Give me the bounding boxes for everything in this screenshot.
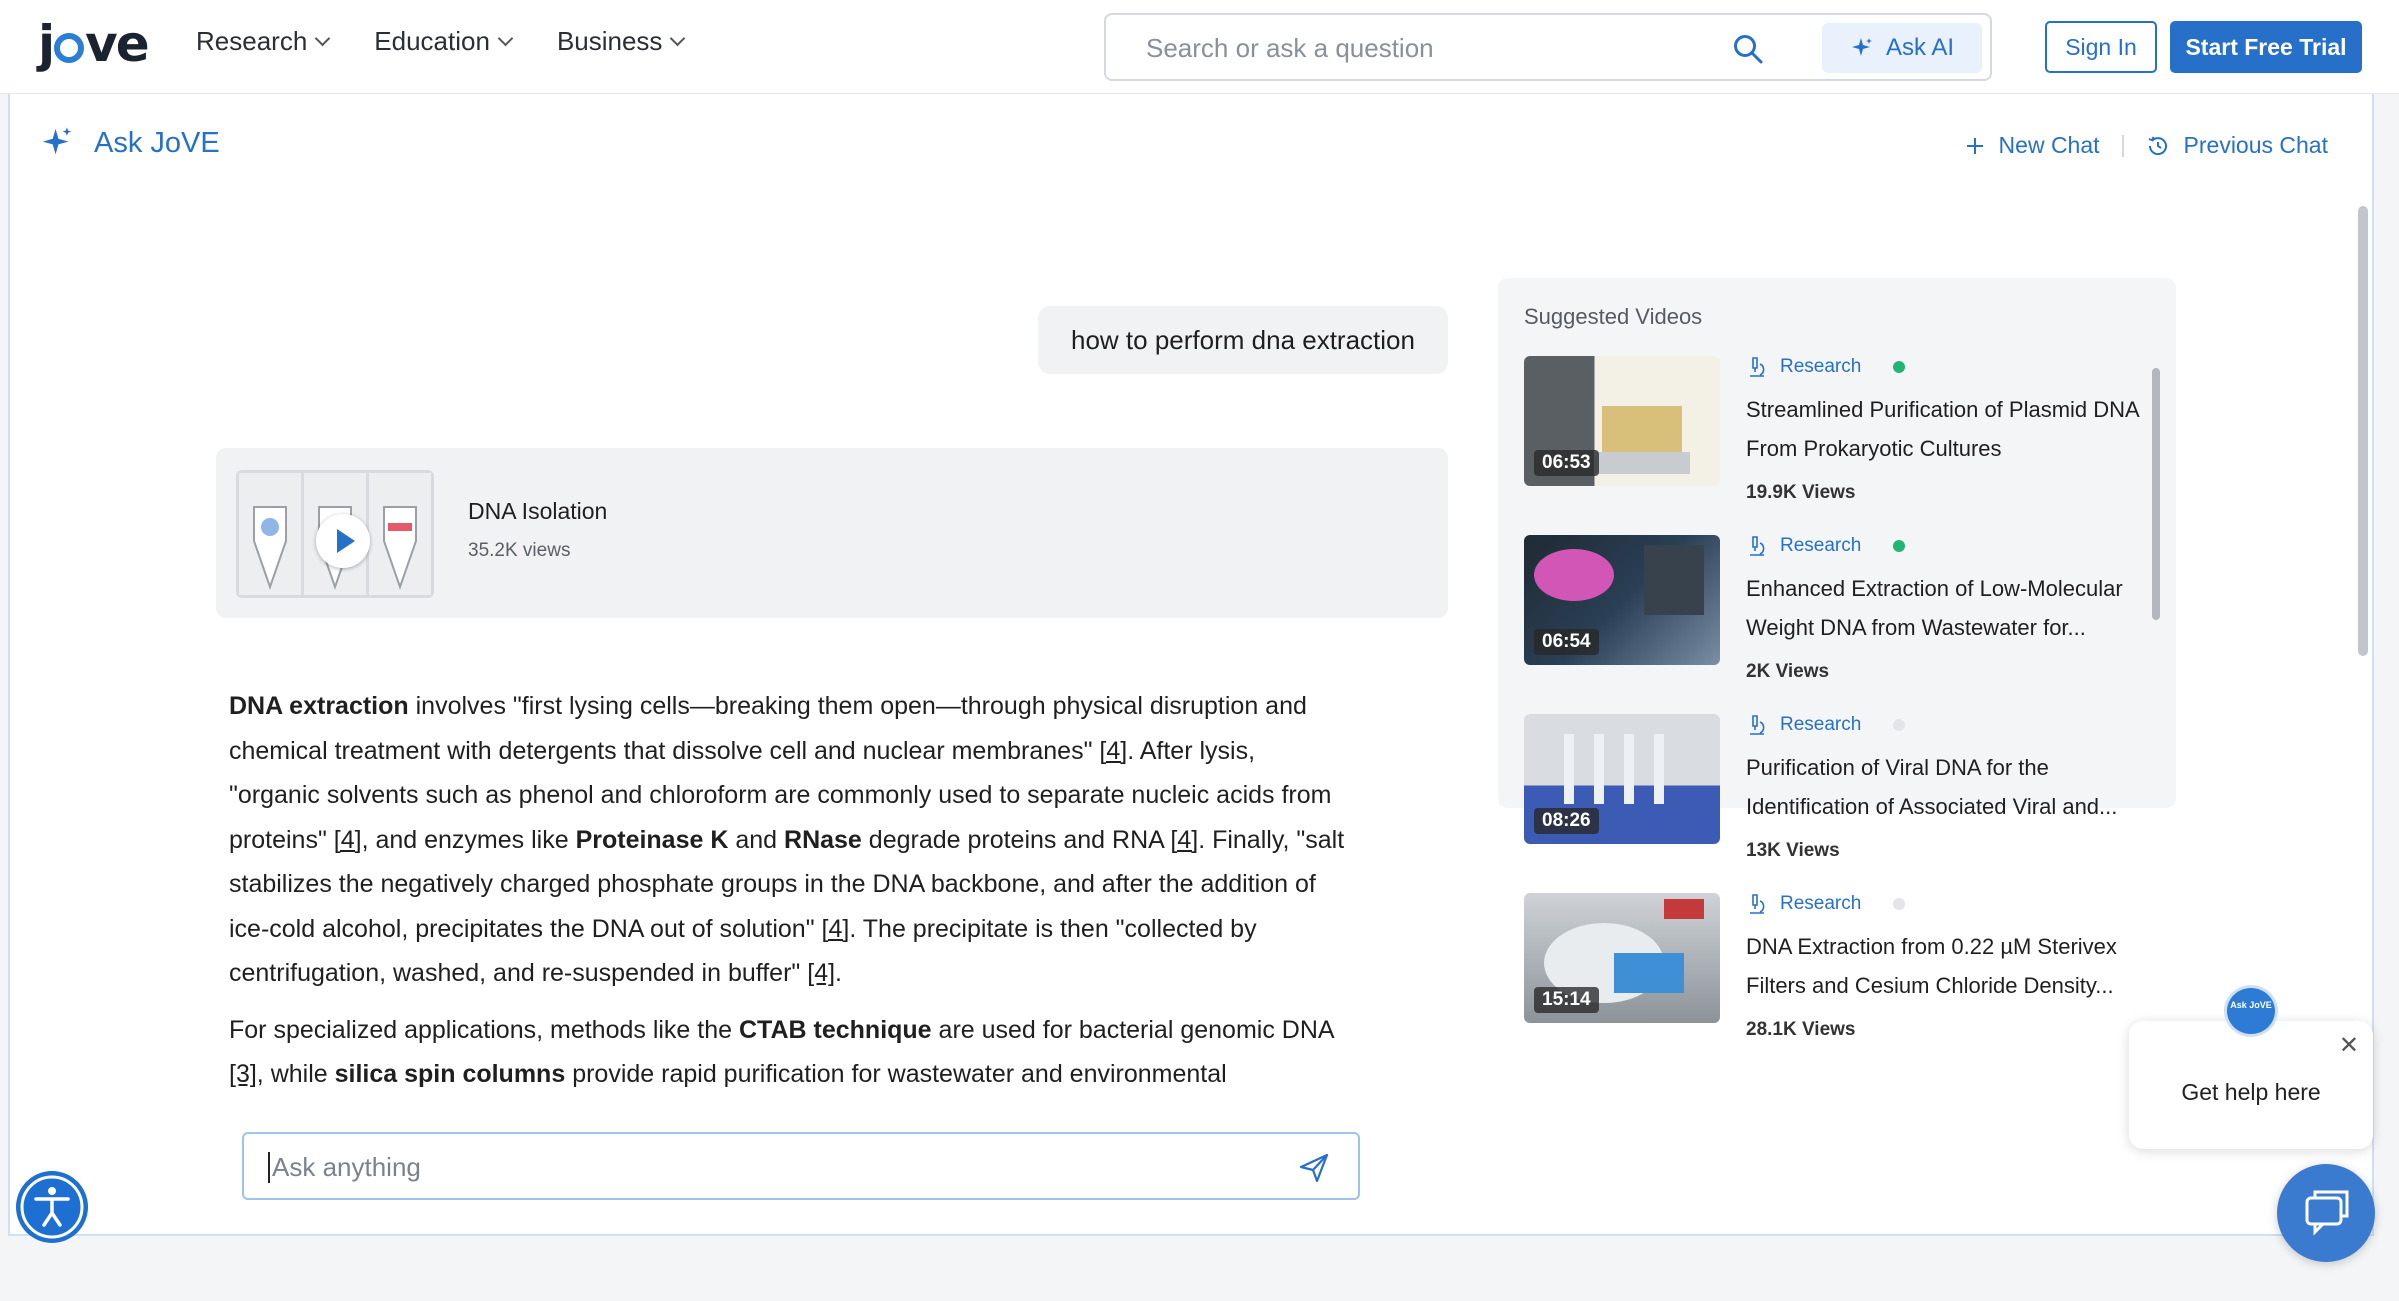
category-label: Research <box>1780 356 1862 377</box>
nav-research-label: Research <box>196 26 308 56</box>
suggested-heading: Suggested Videos <box>1524 304 1703 329</box>
video-views: 35.2K views <box>468 540 571 561</box>
panel-scrollbar[interactable] <box>2358 206 2368 656</box>
chevron-down-icon <box>670 31 686 47</box>
answer-text: . <box>835 959 842 987</box>
answer-text: involves "first lysing cells—breaking them open—through physical disruption and chemical treatment with detergents that dissolve cell and nuclear membranes" <box>229 692 1307 765</box>
bold-term: Proteinase K <box>575 825 729 854</box>
bold-term: DNA extraction <box>229 692 409 720</box>
video-duration: 06:54 <box>1534 629 1599 655</box>
status-dot <box>1893 540 1905 552</box>
chat-support-button[interactable] <box>2277 1164 2375 1262</box>
chevron-down-icon <box>498 31 514 47</box>
category-label: Research <box>1780 714 1862 735</box>
search-icon[interactable] <box>1732 33 1764 65</box>
citation-link[interactable]: [4] <box>821 914 850 943</box>
citation-link[interactable]: [4] <box>1170 825 1199 854</box>
tube-icon <box>252 501 288 589</box>
citation-link[interactable]: [4] <box>1099 736 1128 765</box>
new-chat-label: New Chat <box>1998 132 2100 158</box>
video-views: 13K Views <box>1746 840 1840 861</box>
microscope-icon <box>1746 535 1768 557</box>
accessibility-button[interactable] <box>16 1171 88 1243</box>
nav-business-label: Business <box>556 26 663 56</box>
suggested-videos <box>1498 278 2176 1040</box>
answer-text: , while <box>256 1060 335 1088</box>
chat-bubbles-icon <box>2277 1164 2375 1262</box>
video-thumbnail[interactable] <box>1524 535 1720 665</box>
nav-research[interactable] <box>196 26 328 57</box>
status-dot <box>1893 719 1905 731</box>
microscope-icon <box>1746 356 1768 378</box>
category-label: Research <box>1780 893 1862 914</box>
answer-text: are used for bacterial genomic DNA <box>931 1015 1334 1044</box>
status-dot <box>1893 361 1905 373</box>
category-tag <box>1746 893 1905 915</box>
ask-jove-label: Ask JoVE <box>94 126 220 159</box>
nav-business[interactable] <box>557 26 684 57</box>
search-input[interactable]: Search or ask a question <box>1146 33 1434 63</box>
previous-chat-label: Previous Chat <box>2183 132 2328 158</box>
jove-logo[interactable]: j ve <box>38 15 148 73</box>
ai-answer <box>229 684 1349 1182</box>
chat-input-box[interactable] <box>242 1132 1360 1200</box>
answer-text: For specialized applications, methods like the <box>229 1015 739 1044</box>
answer-text: provide rapid purification for wastewater and environmental <box>565 1060 1227 1088</box>
chat-input-field[interactable]: Ask anything <box>268 1152 421 1183</box>
video-duration: 15:14 <box>1534 987 1599 1013</box>
category-tag <box>1746 714 1905 736</box>
sparkle-icon <box>40 126 74 160</box>
video-duration: 08:26 <box>1534 808 1599 834</box>
video-title[interactable]: Enhanced Extraction of Low-Molecular Weight DNA from Wastewater for... <box>1746 576 2123 640</box>
suggested-video-item[interactable] <box>1524 356 2144 526</box>
video-title[interactable]: DNA Isolation <box>468 498 608 524</box>
new-chat-button[interactable] <box>1965 132 2100 159</box>
ask-jove-title <box>40 126 220 160</box>
category-tag <box>1746 535 1905 557</box>
answer-text: and <box>728 825 785 854</box>
citation-link[interactable]: [4] <box>807 959 836 987</box>
nav-education-label: Education <box>374 26 490 56</box>
microscope-icon <box>1746 893 1768 915</box>
answer-paragraph <box>229 1008 1349 1097</box>
video-title[interactable]: Purification of Viral DNA for the Identification of Associated Viral and... <box>1746 755 2118 819</box>
chevron-down-icon <box>315 31 331 47</box>
answer-video-card[interactable] <box>216 448 1448 618</box>
chat-actions <box>1965 132 2328 159</box>
video-views: 19.9K Views <box>1746 482 1856 503</box>
plus-icon <box>1965 136 1985 156</box>
ask-jove-panel <box>8 94 2374 1236</box>
answer-paragraph <box>229 684 1349 996</box>
ask-jove-bubble-icon: Ask JoVE <box>2224 985 2278 1037</box>
bold-term: RNase <box>784 825 862 854</box>
microscope-icon <box>1746 714 1768 736</box>
nav-education[interactable] <box>374 26 511 57</box>
status-dot <box>1893 898 1905 910</box>
suggested-video-item[interactable] <box>1524 893 2144 1063</box>
video-views: 28.1K Views <box>1746 1019 1856 1040</box>
video-duration: 06:53 <box>1534 450 1599 476</box>
video-thumbnail[interactable] <box>1524 356 1720 486</box>
bold-term: silica spin columns <box>334 1060 566 1088</box>
previous-chat-button[interactable] <box>2146 132 2328 159</box>
close-icon[interactable]: ✕ <box>2338 1032 2359 1059</box>
sparkle-icon <box>1850 36 1874 60</box>
divider <box>2122 135 2124 157</box>
user-message-text: how to perform dna extraction <box>1071 324 1415 355</box>
tube-icon <box>382 501 418 589</box>
global-search <box>1104 13 1992 81</box>
citation-link[interactable]: [3] <box>229 1060 257 1088</box>
suggested-scrollbar[interactable] <box>2152 368 2160 620</box>
answer-text: . After lysis, "organic solvents such as phenol and chloroform are commonly used to separate nucleic acids from proteins" <box>229 736 1332 854</box>
video-views: 2K Views <box>1746 661 1830 682</box>
video-thumbnail[interactable] <box>236 470 434 598</box>
video-title[interactable]: Streamlined Purification of Plasmid DNA From Prokaryotic Cultures <box>1746 397 2139 461</box>
answer-text: degrade proteins and RNA <box>861 825 1171 854</box>
ask-ai-button[interactable] <box>1822 23 1982 73</box>
answer-text: , and enzymes like <box>361 825 576 854</box>
video-thumbnail[interactable] <box>1524 714 1720 844</box>
ask-ai-label: Ask AI <box>1885 34 1955 61</box>
sign-in-button[interactable]: Sign In <box>2045 21 2157 73</box>
category-tag <box>1746 356 1905 378</box>
answer-text: . The precipitate is then "collected by centrifugation, washed, and re-suspended in buffer" <box>229 914 1257 987</box>
citation-link[interactable]: [4] <box>333 825 362 854</box>
thumb-panel <box>239 473 301 595</box>
category-label: Research <box>1780 535 1862 556</box>
suggested-video-item[interactable] <box>1524 535 2144 705</box>
main-nav <box>196 26 683 57</box>
video-title[interactable]: DNA Extraction from 0.22 µM Sterivex Filters and Cesium Chloride Density... <box>1746 934 2117 998</box>
answer-text: . Finally, "salt stabilizes the negatively charged phosphate groups in the DNA backbone, and after the addition of ice-cold alcohol, precipitates the DNA out of solution" <box>229 825 1345 943</box>
thumb-panel <box>369 473 431 595</box>
help-text[interactable]: Get help here <box>2181 1079 2321 1105</box>
bold-term: CTAB technique <box>739 1015 932 1044</box>
play-icon[interactable] <box>316 514 370 568</box>
start-free-trial-button[interactable]: Start Free Trial <box>2170 21 2362 73</box>
send-icon[interactable] <box>1298 1152 1330 1184</box>
suggested-video-item[interactable] <box>1524 714 2144 884</box>
top-navbar <box>0 0 2399 94</box>
history-icon <box>2146 134 2170 158</box>
help-popup[interactable] <box>2129 1021 2373 1149</box>
user-message-bubble <box>1038 306 1448 374</box>
video-thumbnail[interactable] <box>1524 893 1720 1023</box>
accessibility-icon <box>16 1171 88 1243</box>
